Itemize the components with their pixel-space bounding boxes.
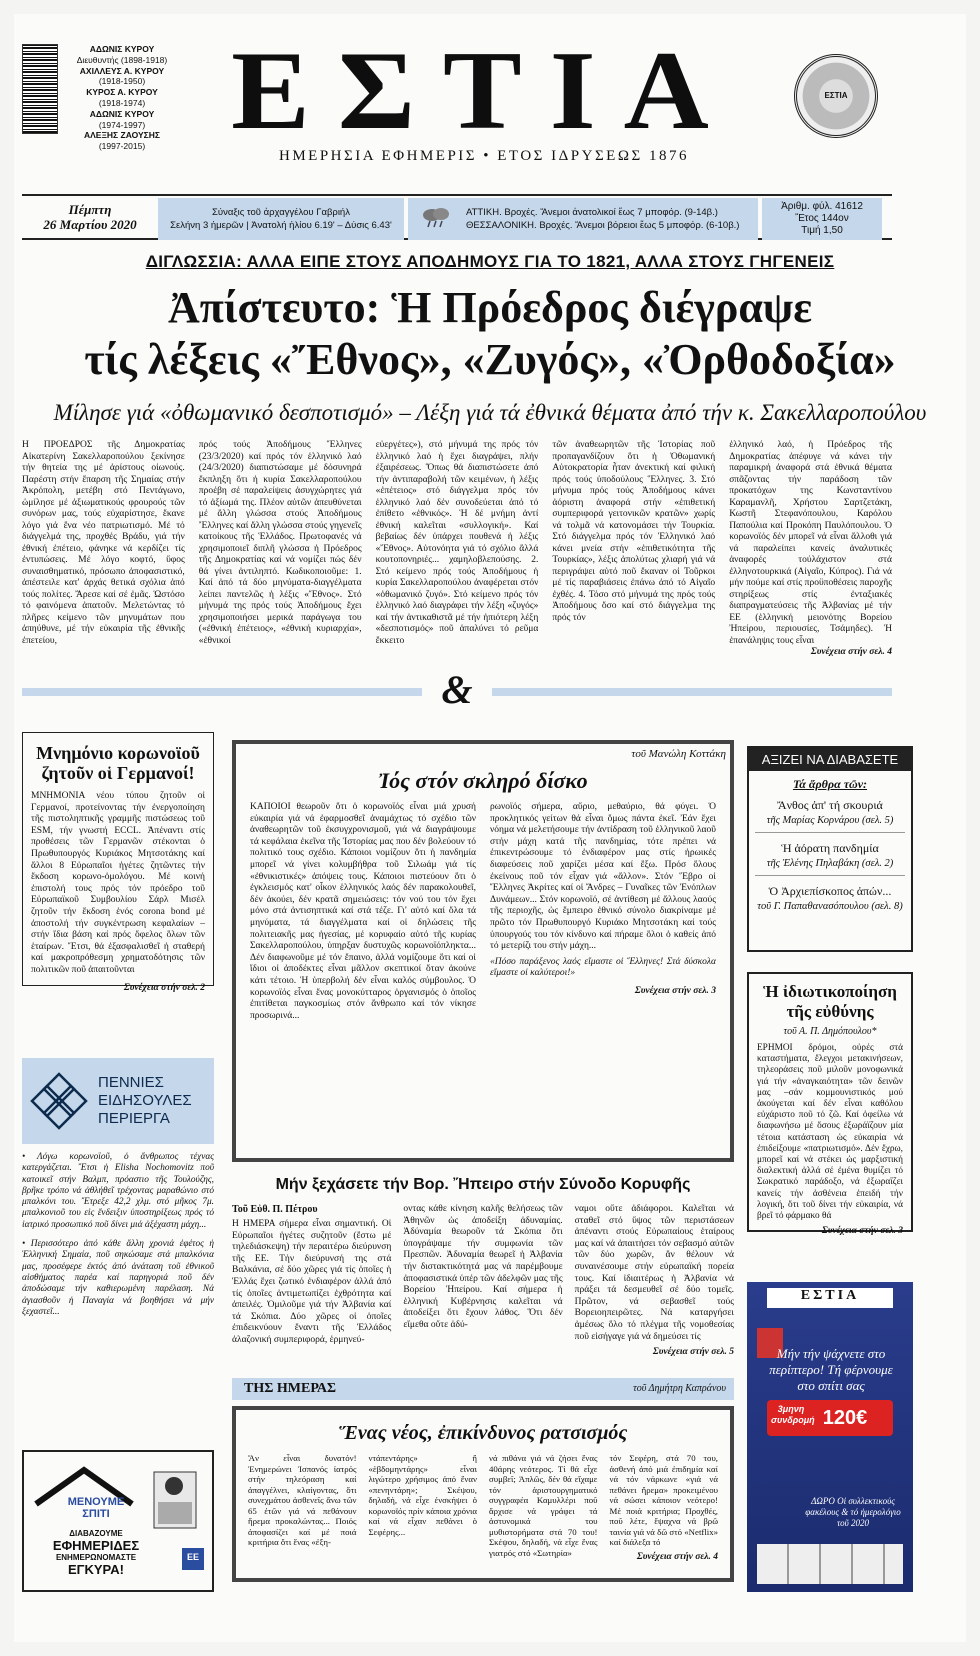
recommended-item[interactable] <box>755 841 905 876</box>
pennies-text <box>22 1152 214 1318</box>
pennies-title-line: ΕΙΔΗΣΟΥΛΕΣ <box>98 1092 192 1109</box>
barcode <box>22 44 58 134</box>
founder-years: (1918-1950) <box>98 76 146 87</box>
ad-price-badge <box>767 1400 893 1436</box>
pennies-title-line: ΠΕΝΝΙΕΣ <box>98 1074 164 1091</box>
article-column: ρωνοϊός σήμερα, αὔριο, μεθαύριο, θά φύγει. Ὁ προκλητικός γείτων θά εἶναι ὅμως πάντα ἐκεῖ. Ἐάν ἔχει νόημα νά μελετήσουμε τήν ἀντίδραση τοῦ ἑλληνικοῦ λαοῦ στήν μάχη κατά τῆς πανδημίας, τότε πρέπει νά ἐπικεντρώσουμε τό ἐνδιαφέρον μας στίς ἡρωικές διαφεύσεις ποῦ χαρίζει μέσα καί ἔξω. Πρόσ ὅλους ἐκείνους ποῦ τόν εἶχαν γιά «ἄλλον». Στόν Ἕβρο οἱ Ἕλληνες Ἀκρίτες καί οἱ Ἄνδρες – Γυναῖκες τῶν Ἐνόπλων Δυνάμεων... Στόν κορωνοϊό, σέ ἀντίθεση μέ ἄλλους λαούς τῆς περιοχῆς, ὡς ἔμπειρο ἐθνικό σύνολο διακρίναμε μέ πρῶτο τόν Πρωθυπουργό Κυριάκο Μητσοτάκη καί τούς ὑπουργούς του τόν κίνδυνο καί πήραμε ὅλοι ὁ καθείς ἀπό τό μετερίζι του στήν μάχη... <box>490 802 716 952</box>
continues-link[interactable]: Συνέχεια στήν σελ. 5 <box>652 1347 734 1358</box>
recommended-title: Ἄνθος ἀπ' τή σκουριά <box>777 798 883 812</box>
saint-line: Σύναξις τοῦ ἀρχαγγέλου Γαβριήλ <box>212 207 350 218</box>
article-column: Ἄν εἶναι δυνατόν! Ἐνημερώνει Ἰσπανός ἰατρός στήν τηλεόραση καί ἀπαγγέλνει, κλαίγοντας, ὅτι συνεχμάτου ἀσθενεῖς ἄνω τῶν 65 ἐτῶν γιά νά πεθάνουν ἤρεμα προκαλώντας... Ποιός ἀποφασίζει καί μέ ποιά κριτήρια ὅτι ἕνας «ἐξη- <box>248 1453 357 1547</box>
recommended-author: τοῦ Γ. Παπαθανασόπουλου (σελ. 8) <box>757 901 903 912</box>
seal-emblem <box>794 54 878 138</box>
issue-number: Ἀριθμ. φύλ. 41612 <box>781 201 863 212</box>
section-divider <box>22 667 892 712</box>
seal-text: ΕΣΤΙΑ <box>824 91 848 100</box>
lead-column: εὐεργέτες»), στό μήνυμά της πρός τόν ἑλληνικό λαό ἡ ἔχει διαγράψει, πλήν ἐξαιρέσεως. Ὅπως θά διαπιστώσετε ἀπό τήν ἀντιπαραβολή τῶν κειμένων, ἡ λέξις «ἐπέτειος» στό διάγγελμα πρός τόν ἑλληνικό λαό δέν συνοδεύεται ἀπό τό ἐπίθετο «ἐθνικός». Ἡ δέ μνήμη ἀντί ἐθνική καλεῖται «συλλογική». Καί βεβαίως δέν ὑπάρχει πουθενά ἡ λέξις «Ἔθνος». Αὐτονόητα γιά τό σχόλιο ἄλλά κουτοπονηριές... χαμηλοβλεπούσης. 2. Στό κείμενο πρός τούς Ἀποδήμους ἡ κυρία Σακελλαροπούλου ἀναφέρεται στόν «ὀθωμανικό ζυγό». Στό κείμενο πρός τόν ἑλληνικό λαό διαγράφει τήν λέξη «ζυγός» καί τήν ἀντικαθιστᾶ μέ τήν ἠπιότερη λέξη «δεσποτισμός» ποῦ ἁπαλύνει τό ρεῦμα ἔκκειτο <box>375 440 539 646</box>
lead-column-text: ἑλληνικό λαό, ἡ Πρόεδρος τῆς Δημοκρατίας ἀπέφυγε νά κάνει τήν παραμικρή ἀναφορά στά ἐθνικά θέματα σπᾶζοντας τήν παράδοση τῶν προκατόχων της Κωνσταντίνου Καραμανλῆ, Χρήστου Σαρτζετάκη, Κωστῆ Στεφανόπουλου, Καρόλου Παπούλια καί Προκόπη Παυλόπουλου. Ὁ κορωνοϊός δέν μπορεῖ νά εἶναι ἄλλοθι γιά νά παραλείπει κανείς ἀναλυτικές ἀναφορές τούλάχιστον στά ἐλληνοτουρκικά (Αἰγαῖο, Κύπρος). Γιά νά μήν πούμε καί στίς προϋποθέσεις παροχῆς στηρίξεως στίς ἐνταξιακές διαπραγματεύσεις τῆς Ἀλβανίας μέ τήν ΕΕ (ἑλληνική μειονότης Βορείου Ἠπείρου, περιουσίες, Τσάμηδες). Ἡ ἐπανάληψις τους εἶναι <box>729 440 892 646</box>
idiotikopoiisi-article <box>747 972 913 1237</box>
stay-home-line: ΜΕΝΟΥΜΕ <box>67 1496 125 1508</box>
founder-name: ΑΔΩΝΙΣ ΚΥΡΟΥ <box>89 44 155 54</box>
article-body: ΜΝΗΜΟΝΙΑ νέου τύπου ζητοῦν οἱ Γερμανοί, προτείνοντας τήν ἐνεργοποίηση τῆς πιστοληπτικῆς γραμμῆς πιστώσεως τοῦ ESM, τήν γνωστή ECCL. Ἀπέναντι στίς προθέσεις τῶν Γερμανῶν στέκονται ὁ Πρωθυπουργός Κυριάκος Μητσοτάκης καί ἄλλοι 8 Εὐρωπαῖοι ἡγέτες ζητῶντες τήν ἔκδοση κορωνο-ὁμολόγου. Μέ κοινή ἐπιστολή τους πρός τόν πρόεδρο τοῦ Εὐρωπαϊκοῦ Συμβουλίου Σάρλ Μισέλ ζητοῦν τήν ἔκδοση ἑνός corona bond μέ ἀποστολή τήν συγκέντρωση κεφαλαίων –στήν ἴδια βάση καί πρός ὄφελος ὅλων τῶν ἑταίρων. Ἔτσι, θά ἐξασφαλισθεῖ ἡ σταθερή καί μακροπρόθεσμη χρηματοδότησις τῶν πολιτικῶν ποῦ ἀπαιτοῦνται <box>31 791 205 975</box>
sunodo-title: Μήν ξεχάσετε τήν Βορ. Ἤπειρο στήν Σύνοδο Κορυφῆς <box>275 1176 691 1193</box>
lead-column: Η ΠΡΟΕΔΡΟΣ τῆς Δημοκρατίας Αἰκατερίνη Σακελλαροπούλου ξεκίνησε τήν θητεία της μέ ἀρίστους οἰωνούς. Παρέστη στήν ἔπαρση τῆς Σημαίας στήν Ἀκρόπολη, μετέβη στό Πεντάγωνο, ὡμίλησε μέ ἀξιωματικούς φρουρούς τῶν συνόρων μας, τούς εὐχαρίστησε, ἔκανε λόγο γιά ἕνα νέο πατριωτισμό. Μέ τό διάγγελμά της, προχθές Βράδυ, γιά τήν ἐθνική ἐπέτειο, φάνηκε νά κερδίζει τίς ἐντυπώσεις. Μέ λόγο κοφτό, ὕφος συναισθηματικό, πρόσωπο ἀποφασιστικό, ἀπέστειλε κατ' ἀρχάς θετικά σχόλια ἀπό τούς πολίτες. Ἄρεσε καί σέ ἐμᾶς. Ὡστόσο τό φαινόμενα ἀπατοῦν. Μελετώντας τό πλῆρες κείμενο τῶν μηνυμάτων που ἀπηύθυνε, μέ τήν εὐκαιρία τῆς ἐθνικῆς ἐπετείου, <box>22 440 185 646</box>
article-quote: «Πόσο παράξενος λαός εἴμαστε οἱ Ἕλληνες! Στά δύσκολα εἴμαστε οἱ καλύτεροι!» <box>490 956 716 979</box>
lead-column-last <box>729 440 892 656</box>
article-title: Ἰός στόν σκληρό δίσκο <box>378 768 588 793</box>
recommended-author: τῆς Μαρίας Κορνάρου (σελ. 5) <box>766 815 894 826</box>
ornament-icon <box>28 1070 90 1132</box>
pennies-item: • Περισσότερο ἀπό κάθε ἄλλη χρονιά ἐφέτος ἡ Ἑλληνική Σημαία, ποῦ σηκώσαμε στά μπαλκόνια μας, προσέφερε ἐκτός ἀπό ἀνάταση τοῦ ἐθνικοῦ αἰσθήματος παρέα καί παρηγοριά ποῦ δέν ἀποδώσαμε τήν καθιερωμένη παρέλαση. Νά ἀγιασθοῦν ἡ Παναγία νά βοηθήσει νά μήν ξεχαστεῖ... <box>22 1239 214 1317</box>
article-column: ντάπεντάρης» ἤ «ἑβδομηντάρης» εἶναι λιγώτερο χρήσιμος ἀπό ἕναν «πενηντάρη»; Σκέψου, δηλαδή, νά εἶχε ἐνσκήψει ὁ κορωνοϊός πρίν κάποια χρόνια καί νά εἶχαν πεθάνει ὁ Σεφέρης... <box>368 1453 477 1537</box>
founders-list <box>62 44 182 152</box>
ad-promo: ΔΩΡΟ Οἱ συλλεκτικούς φακέλους & τό ἡμερολόγιο τοῦ 2020 <box>805 1496 901 1528</box>
weather-attica: ΑΤΤΙΚΗ. Βροχές. Ἄνεμοι ἀνατολικοί ἕως 7 μποφόρ. (9-14β.) <box>466 207 718 218</box>
headline-line: Ἀπίστευτο: Ἡ Πρόεδρος διέγραψε <box>168 283 812 332</box>
issue-price: Τιμή 1,50 <box>801 225 843 236</box>
newspaper-logo: ΕΣΤΙΑ <box>231 28 737 153</box>
headline-line: τίς λέξεις «Ἔθνος», «Ζυγός», «Ὀρθοδοξία» <box>84 335 896 384</box>
recommended-title: Ὁ Ἀρχιεπίσκοπος ἀπών... <box>768 884 892 898</box>
weather-block <box>408 198 758 240</box>
continues-link[interactable]: Συνέχεια στήν σελ. 4 <box>636 1551 718 1562</box>
day-label: Πέμπτη <box>68 202 112 217</box>
axizei-header: ΑΞΙΖΕΙ ΝΑ ΔΙΑΒΑΣΕΤΕ <box>749 748 911 771</box>
recommended-item[interactable] <box>755 798 905 833</box>
date-block <box>22 196 158 238</box>
founder-name: ΑΧΙΛΛΕΥΣ Α. ΚΥΡΟΥ <box>79 65 165 76</box>
subscription-ad[interactable] <box>747 1282 913 1592</box>
lead-deck: Μίλησε γιά «ὀθωμανικό δεσποτισμό» – Λέξη γιά τά ἐθνικά θέματα ἀπό τήν κ. Σακελλαροπούλου <box>53 400 927 425</box>
article-column: ΚΑΠΟΙΟΙ θεωροῦν ὅτι ὁ κορωνοϊός εἶναι μιά χρυσή εὐκαιρία γιά νά ἐφαρμοσθεῖ ἀναμάχτως τό σχέδιο τῶν ἀναθεωρητῶν τοῦ ἐκσυγχρονισμοῦ, γιά νά διαγράψουμε τά κεφάλαια ἐκεῖνα τῆς Ἱστορίας μας που δέν βολεύουν τό πολιτικό τους σχέδιο. Κάποιοι νομίζουν ὅτι ἡ πανδημία μπορεῖ νά γίνει κολυμβήθρα τοῦ Σιλωάμ γιά τίς «ἐθνικιστικές» ἀπόψεις τους. Κάποιοι πιστεύουν ὅτι ὁ ἐγκλεισμός κατ' οἶκον ἑλληνικός λαός δέν παρακολουθεῖ, δέν ἀκούει, δέν κρατᾶ σημειώσεις: τόν νού του τόν ἔχει μόνο στά ἀντισηπτικά καί στά τέζε. Γι' αὐτό καί ὅλα τά μηνύματα, τά διαγγέλματα καί οἱ δηλώσεις τῆς πολιτειακῆς μας ἡγεσίας, μέ κορυφαίο αὐτό τῆς κυρίας Σακελλαροπούλου, ὑπηρξαν δυστυχῶς κορωνοϊόπληκτα... Δέν διαφωνοῦμε μέ τόν ἔπαινο, ἀλλά νομίζουμε ὅτι καί οἱ ἴδιοι οἱ ἀποδέκτες εἶναι μᾶλλον σκεπτικοί ὅταν ἀκούνε κάτι τέτοιο. Ἡ ὑπερβολή δέν εἶναι καλός σύμβουλος. Ὁ κορωνοϊός εἶναι ἕνας μονοκύτταρος ὀργανισμός ὁ ὁποῖος ἐπιτίθεται παγκοσμίως στόν ἄνθρωπο καί τόν νίκησε προσωρινά... <box>250 802 476 1021</box>
issue-year: Ἔτος 144ον <box>795 213 849 224</box>
article-title: Μνημόνιο κορωνοϊοῦ ζητοῦν οἱ Γερμανοί! <box>36 743 200 783</box>
newspaper-stack-image <box>757 1544 903 1584</box>
recommended-item[interactable] <box>755 884 905 918</box>
lead-column: πρός τούς Ἀποδήμους Ἕλληνες (23/3/2020) καί πρός τόν ἑλληνικό λαό (24/3/2020) διαπιστώσαμε μέ δόσυνηρά ἔκπληξη ὅτι ἡ κυρία Σακελλαροπούλου προέβη σέ παραλείψεις ἀσυγχώρητες γιά τό ἀξίωμά της. Πλέον αὐτῶν ἀπευθύνεται μέ ἄλλη γλώσσα στούς Ἀποδήμους Ἕλληνες καί ἄλλη γλώσσα στούς γηγενεῖς κατοίκους τῆς Ἑλλάδος. Πρωτοφανές νά χρησιμοποιεῖ διπλῆ γλώσσα ἡ Πρόεδρος τῆς Δημοκρατίας καί νά νομίζει πώς δέν θά γίνει ἀντιληπτό. Κωδικοποιοῦμε: 1. Καί ἀπό τά δύο μηνύματα-διαγγέλματα λείπει παντελῶς ἡ λέξις «Ἔθνος». Στό μήνυμά της πρός τούς Ἀποδήμους ἔχει χρησιμοποιήσει μερικά παράγωγα του («ἐθνική ἐπέτειος», «ἐθνική κυριαρχία», «ἐθνικοί <box>198 440 362 646</box>
ios-article <box>232 740 734 1162</box>
section-label: ΤΗΣ ΗΜΕΡΑΣ <box>244 1381 337 1396</box>
recommended-author: τῆς Ἐλένης Πηλαβάκη (σελ. 2) <box>766 858 894 869</box>
price-value: 120€ <box>822 1407 868 1429</box>
axizei-box <box>747 746 913 952</box>
mnimonio-article <box>22 732 214 993</box>
lead-column: τῶν ἀναθεωρητῶν τῆς Ἱστορίας ποῦ προπαγανδίζουν ὅτι ἡ Ὀθωμανική Αὐτοκρατορία ἦταν ἀνεκτική καί φιλική πρός τούς ὑποδούλους Ἕλληνες. 3. Στό μήνυμα πρός τούς Ἀποδήμους κάνει ἀόριστη ἀναφορά στήν «ἐπιθετική συμπεριφορά γειτονικῶν κρατῶν» χωρίς νά τολμᾶ νά κατονομάσει τήν Τουρκία. Στό διάγγελμα πρός τόν Ἑλληνικό λαό κάνει μνεία στήν «ἐπιθετικότητα τῆς Τουρκίας», λέξις ἀπολύτως χλιαρή γιά νά περιγράψει αὐτό ποῦ ἔκαναν οἱ Τοῦρκοι μέ τίς παραβιάσεις ἐπάνω ἀπό τό Αἰγαῖο ἐχθές. 4. Τόσο στό μήνυμά της πρός τούς Ἀποδήμους ὅσο καί στό διάγγελμα της πρός τόν <box>552 440 716 623</box>
continues-link[interactable]: Συνέχεια στήν σελ. 2 <box>123 982 205 993</box>
article-column: νά πιθάνα γιά νά ζήσει ἕνας 40άρης νεότερος. Τί θά εἶχε συμβεῖ; Ἁπλῶς, δέν θά εἴχαμε τόν ἀριστουργηματικό συγγραφέα Καμυλλέρι ποῦ ἄρχισε νά γράφει τά ἀστυνομικά του μυθιστορήματα στά 70 του! Σκέψου, δηλαδή, νά εἶχε ἕνας γιατρός στό «Σωτηρία» <box>489 1453 598 1558</box>
article-body: ΕΡΗΜΟΙ δρόμοι, οὐρές στά καταστήματα, ἔλεγχοι μετακινήσεων, τηλεοράσεις ποῦ μιλοῦν μονοφωνικά γιά τήν «ἀναγκαιότητα» τῶν δεινῶν μας –σάν κομμουνιστικός μού ἀκούγεται καί δέν εἶναι καθόλου εὐχάριστο ποῦ τό ζῶ. Καί ὀφείλω νά διαφωνήσω μέ ὅσους ἐξωράϊζουν μία τέτοια κατάσταση ὡς εὐκαιρία νά ἐπιδείξουμε «πατριωτισμό». Δέν ἔχρω, μπορεῖ καί νά στέκει ὡς μαρξιστική διαλεκτική ἀλλά σέ ἐμένα θυμίζει τό Σωκρατικό παράδοξο, νά ἐξωραΐζει κανείς τήν ἀσθένεια ἐπειδή τήν λογική, ὅτι τοῦ δίνει τήν εὐκαιρία, νά βρεῖ τό φάρμακο θά <box>757 1043 903 1222</box>
article-column: τόν Σεφέρη, στά 70 του, ἀσθενή ἀπό μιά ἐπιδημία καί νά τόν νάρκωνε «γιά νά πεθάνει ἤρεμα» προκειμένου νά σώσει κάποιον νεότερο! Μέ ποιά κριτήρια; Προχθές, ποῦ λέτε, ἔψαχνα νά βρῶ ταινία γιά νά δῶ στό «Netflix» καί διάλεξα τό <box>609 1453 718 1547</box>
pennies-banner <box>22 1058 214 1144</box>
price-label: 3μηνη συνδρομή <box>771 1404 815 1425</box>
pennies-title-line: ΠΕΡΙΕΡΓΑ <box>98 1110 170 1127</box>
stay-home-line: ΔΙΑΒΑΖΟΥΜΕ <box>69 1529 123 1538</box>
founder-name: ΑΔΩΝΙΣ ΚΥΡΟΥ <box>89 108 155 119</box>
newspaper-page <box>14 14 966 1642</box>
ad-logo: ΕΣΤΙΑ <box>767 1288 893 1308</box>
ee-badge: ΕΕ <box>186 1552 199 1562</box>
stay-home-line: ΕΝΗΜΕΡΩΝΟΜΑΣΤΕ <box>55 1553 137 1562</box>
date-label: 26 Μαρτίου 2020 <box>43 217 137 232</box>
recommended-title: Ἡ ἀόρατη πανδημία <box>781 841 879 855</box>
article-author: Τοῦ Εὐθ. Π. Πέτρου <box>232 1204 318 1215</box>
stay-home-line: ΕΓΚΥΡΑ! <box>68 1562 124 1577</box>
founder-years: (1997-2015) <box>98 141 146 152</box>
stay-home-ad <box>22 1450 214 1592</box>
stay-home-text <box>46 1496 146 1576</box>
saint-block <box>158 198 404 240</box>
lead-body <box>22 440 892 656</box>
pennies-item: • Λόγω κορωνοϊοῦ, ὁ ἄνθρωπος τέχνας κατεργάζεται. Ἔτσι ἡ Elisha Nochomovitz ποῦ κατοικεῖ στήν Βαλμπ, πρόαστιο τῆς Τουλούζης, βρῆκε τρόπο νά ἀθλήθεῖ τρέχοντας μαραθώνιο στό μπαλκόνι του. Ἔτρεξε 42,2 χλμ. στό μῆκος 7μ. μπαλκονιοῦ του εἰς ἔνδειξιν ὑποστηρίξεως πρός τό ἰατρικό προσωπικό ποῦ δίνει μιά ἀξέχαστη μάχη... <box>22 1152 214 1230</box>
article-author: τοῦ Μανώλη Κοττάκη <box>631 748 726 760</box>
article-title: Ἡ ἰδιωτικοποίηση τῆς εὐθύνης <box>763 982 897 1021</box>
founder-years: (1974-1997) <box>98 119 146 130</box>
ampersand-ornament: & <box>441 667 473 712</box>
lead-headline <box>14 282 966 386</box>
stay-home-line: ΣΠΙΤΙ <box>82 1508 110 1520</box>
sun-line: Σελήνη 3 ἡμερῶν | Ἀνατολή ἡλίου 6.19' – Δύσις 6.43' <box>170 220 392 231</box>
lead-kicker: ΔΙΓΛΩΣΣΙΑ: ΑΛΛΑ ΕΙΠΕ ΣΤΟΥΣ ΑΠΟΔΗΜΟΥΣ ΓΙΑ ΤΟ 1821, ΑΛΛΑ ΣΤΟΥΣ ΓΗΓΕΝΕΙΣ <box>145 252 835 271</box>
sunodo-article <box>232 1204 734 1368</box>
continues-link[interactable]: Συνέχεια στήν σελ. 3 <box>634 985 716 996</box>
info-bar <box>22 194 892 240</box>
article-column: Η ΗΜΕΡΑ σήμερα εἶναι σημαντική. Οἱ Εὐρωπαῖοι ἡγέτες συζητοῦν (ἔστω μέ τηλεδιάσκεψη) τήν περαιτέρω διεύρυνση τῆς ΕΕ. Τήν διεύρυνσή της στά Βαλκάνια, σέ δύο χῶρες γιά τίς ὁποῖες ἡ Ἑλλάς ἔχει ζωτικό ἐνδιαφέρον ἀλλά ἀπό τίς ὁποῖες ἀντιμετωπίζει ἐχθρότητα καί ἀπειλές. Ὁμιλοῦμε γιά τήν Ἀλβανία καί τά Σκόπια. Δύο χῶρες οἱ ὁποῖες ἐπιδεικνύουν ἔναντι τῆς Ἑλλάδος ἀλαζονική συμπεριφορά, ἑρμηνεύ- <box>232 1219 392 1345</box>
founder-name: ΚΥΡΟΣ Α. ΚΥΡΟΥ <box>86 87 158 98</box>
article-title: Ἕνας νέος, ἐπικίνδυνος ρατσισμός <box>338 1422 628 1444</box>
founder-years: (1918-1974) <box>98 97 146 108</box>
pennies-title <box>98 1074 192 1128</box>
stay-home-line: ΕΦΗΜΕΡΙΔΕΣ <box>52 1538 140 1553</box>
continues-link[interactable]: Συνέχεια στήν σελ. 3 <box>821 1226 903 1237</box>
founder-name: ΑΛΕΞΗΣ ΖΑΟΥΣΗΣ <box>83 130 161 141</box>
racism-article <box>232 1406 734 1582</box>
article-column: ναμοι οὔτε ἀδιάφοροι. Καλεῖται νά σταθεῖ στό ὕψος τῶν περιστάσεων ἀπέναντι στούς Εὐρωπαίους ἑταίρους μας καί νά ἀπαιτήσει τόν σεβασμό αὐτῶν τῶν δύο χωρῶν, ἄν θέλουν νά συναινέσουμε στήν εὐρωπαϊκή πορεία τους. Καί ἰδιαιτέρως ἡ Ἀλβανία νά πράξει τά δεσμευθεῖ σέ δύο τομεῖς. Πρῶτον, νά σεβασθεῖ τούς Βορειοηπειρῶτες. Νά καταργήσει ἀμέσως ὅλο τό πλέγμα τῆς νομοθεσίας ποῦ εἰσήγαγε γιά νά δημεύσει τίς <box>574 1204 734 1342</box>
axizei-tag: Τά ἄρθρα τῶν: <box>792 777 868 791</box>
ad-slogan: Μήν τήν ψάχνετε στο περίπτερο! Τή φέρνουμε στο σπίτι σας <box>769 1346 893 1393</box>
continues-link[interactable]: Συνέχεια στήν σελ. 4 <box>810 647 892 656</box>
founder-years: Διευθυντής (1898-1918) <box>76 54 168 65</box>
weather-thessaloniki: ΘΕΣΣΑΛΟΝΙΚΗ. Βροχές. Ἄνεμοι βόρειοι ἕως 5 μποφόρ. (6-10β.) <box>466 220 740 231</box>
article-column: οντας κάθε κίνηση καλῆς θελήσεως τῶν Ἀθηνῶν ὡς ἀποδείξη ἀδυναμίας. Ἀδύναμία θεωροῦν τά Σκόπια ὅτι ὑπογράψαμε τήν συμφωνία τῶν Πρεσπῶν. Ἀδυναμία θεωρεῖ ἡ Ἀλβανία τήν διστακτικότητά μας νά παρέμβουμε ἀποφασιστικά ὑπέρ τῶν ἀδελφῶν μας τῆς Βορείου Ἠπείρου. Καί σήμερα ἡ ἑλληνική Κυβέρνησις καλεῖται νά ἀποδείξει ὅτι ἔχουν λάθος. Ὅτι δέν εἴμεθα οὔτε ἀδύ- <box>403 1204 563 1330</box>
rain-cloud-icon <box>420 206 452 228</box>
article-author: τοῦ Α. Π. Δημόπουλου* <box>783 1026 877 1037</box>
issue-block <box>762 198 882 240</box>
imeras-bar <box>232 1378 734 1400</box>
masthead-subtitle: ΗΜΕΡΗΣΙΑ ΕΦΗΜΕΡΙΣ • ΕΤΟΣ ΙΔΡΥΣΕΩΣ 1876 <box>279 148 689 164</box>
article-author: τοῦ Δημήτρη Καπράνου <box>633 1383 726 1394</box>
